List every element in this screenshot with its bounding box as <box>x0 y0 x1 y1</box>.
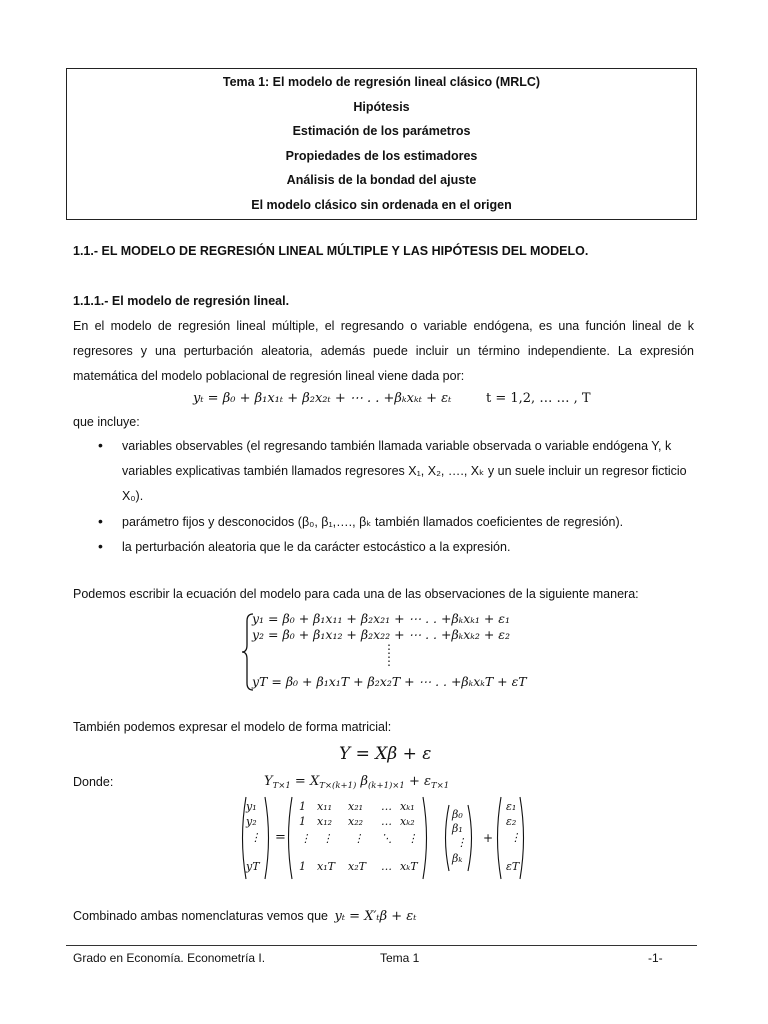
system-intro: Podemos escribir la ecuación del modelo para cada una de las observaciones de la siguiente manera: <box>73 587 639 601</box>
title-line: Tema 1: El modelo de regresión lineal clásico (MRLC) <box>222 75 541 89</box>
donde-label: Donde: <box>73 775 114 789</box>
bullet-item: la perturbación aleatoria que le da carácter estocástico a la expresión. <box>122 540 511 554</box>
title-line: Estimación de los parámetros <box>292 124 471 138</box>
matrix-entry: x₁₂ <box>317 815 333 828</box>
matrix-entry: 1 <box>299 860 306 873</box>
section-heading-1-1-1: 1.1.1.- El modelo de regresión lineal. <box>73 294 290 308</box>
matrix-entry: … <box>381 815 392 828</box>
footer-divider <box>66 945 697 946</box>
matrix-entry: x₂₂ <box>348 815 364 828</box>
matrix-entry: ⋮ <box>250 831 261 844</box>
matrix-entry: ⋱ <box>381 832 392 845</box>
bullet-line: X₀). <box>122 489 144 503</box>
matrix-entry: x₁T <box>317 860 335 873</box>
bullet-line: variables explicativas también llamados regresores X₁, X₂, …., Xₖ y un suele incluir un regresor ficticio <box>122 464 687 478</box>
system-dots: ⋮ <box>383 642 395 656</box>
matrix-intro: También podemos expresar el modelo de forma matricial: <box>73 720 392 734</box>
title-line: Análisis de la bondad del ajuste <box>286 173 477 187</box>
bullet-line: variables observables (el regresando también llamada variable observada o variable endógena Y, k <box>122 439 672 453</box>
combined-text <box>73 909 416 924</box>
footer-center: Tema 1 <box>380 951 420 965</box>
bullet-icon: • <box>98 538 103 554</box>
matrix-entry: x₂T <box>348 860 366 873</box>
bullet-item: parámetro fijos y desconocidos (β₀, β₁,…., βₖ también llamados coeficientes de regresión). <box>122 515 624 529</box>
matrix-entry: y₁ <box>246 800 257 813</box>
dimensions-equation: $Y_{T\times 1} = X_{T\times(k+1)}$ $\beta_{(k+1)\times 1} + \varepsilon_{T\times 1}$ <box>264 774 450 791</box>
system-dots: ⋮ <box>383 654 395 668</box>
bullet-icon: • <box>98 513 103 529</box>
matrix-entry: 1 <box>299 815 306 828</box>
matrix-entry: xₖ₁ <box>400 800 415 813</box>
matrix-entry: xₖT <box>400 860 418 873</box>
intro-paragraph <box>73 314 694 389</box>
paragraph-line: regresores y una perturbación aleatoria, además puede incluir un término independiente. La expresión <box>73 344 694 358</box>
system-line: y₁ = β₀ + β₁x₁₁ + β₂x₂₁ + ⋯ . . +βₖxₖ₁ + ε₁ <box>252 611 510 626</box>
matrix-entry: ⋮ <box>300 832 311 845</box>
title-box <box>66 68 697 220</box>
bullet-icon: • <box>98 437 103 453</box>
matrix-entry: ⋮ <box>322 832 333 845</box>
matrix-entry: ⋮ <box>456 836 467 849</box>
matrix-entry: … <box>381 800 392 813</box>
paragraph-line: En el modelo de regresión lineal múltiple, el regresando o variable endógena, es una función lineal de k <box>73 319 694 333</box>
main-equation: yₜ = β₀ + β₁x₁ₜ + β₂x₂ₜ + ⋯ . . +βₖxₖₜ + εₜ <box>193 391 452 406</box>
system-line: yT = β₀ + β₁x₁T + β₂x₂T + ⋯ . . +βₖxₖT + εT <box>252 674 527 689</box>
system-line: y₂ = β₀ + β₁x₁₂ + β₂x₂₂ + ⋯ . . +βₖxₖ₂ + ε₂ <box>252 627 510 642</box>
matrix-entry: yT <box>246 860 260 873</box>
matrix-equation: Y = Xβ + ε <box>339 744 432 764</box>
footer-page-number: -1- <box>648 951 663 965</box>
matrix-entry: ε₂ <box>506 815 517 828</box>
title-line: Propiedades de los estimadores <box>285 148 478 163</box>
matrix-entry: β₀ <box>452 808 463 821</box>
matrix-entry: ⋮ <box>510 831 521 844</box>
equals-sign: = <box>275 830 286 845</box>
matrix-entry: βₖ <box>452 852 463 865</box>
plus-sign: + <box>483 831 494 845</box>
combined-equation: yₜ = X′ₜβ + εₜ <box>334 909 417 924</box>
matrix-entry: … <box>381 860 392 873</box>
footer-left: Grado en Economía. Econometría I. <box>73 951 266 965</box>
matrix-entry: x₁₁ <box>317 800 333 813</box>
matrix-entry: y₂ <box>246 815 257 828</box>
combined-label: Combinado ambas nomenclaturas vemos que <box>73 909 328 923</box>
matrix-entry: ⋮ <box>353 832 364 845</box>
matrix-entry: ⋮ <box>407 832 418 845</box>
main-equation-index: t = 1,2, … … , T <box>486 391 591 406</box>
bullet-item <box>122 434 696 509</box>
matrix-entry: β₁ <box>452 822 463 835</box>
title-line: Hipótesis <box>353 99 410 114</box>
paragraph-line: matemática del modelo poblacional de regresión lineal viene dada por: <box>73 369 465 383</box>
matrix-entry: ε₁ <box>506 800 517 813</box>
includes-text: que incluye: <box>73 415 140 429</box>
matrix-entry: xₖ₂ <box>400 815 415 828</box>
section-heading-1-1: 1.1.- EL MODELO DE REGRESIÓN LINEAL MÚLTIPLE Y LAS HIPÓTESIS DEL MODELO. <box>73 244 589 258</box>
title-line: El modelo clásico sin ordenada en el origen <box>251 197 512 212</box>
matrix-entry: 1 <box>299 800 306 813</box>
matrix-entry: εT <box>506 860 520 873</box>
matrix-entry: x₂₁ <box>348 800 364 813</box>
